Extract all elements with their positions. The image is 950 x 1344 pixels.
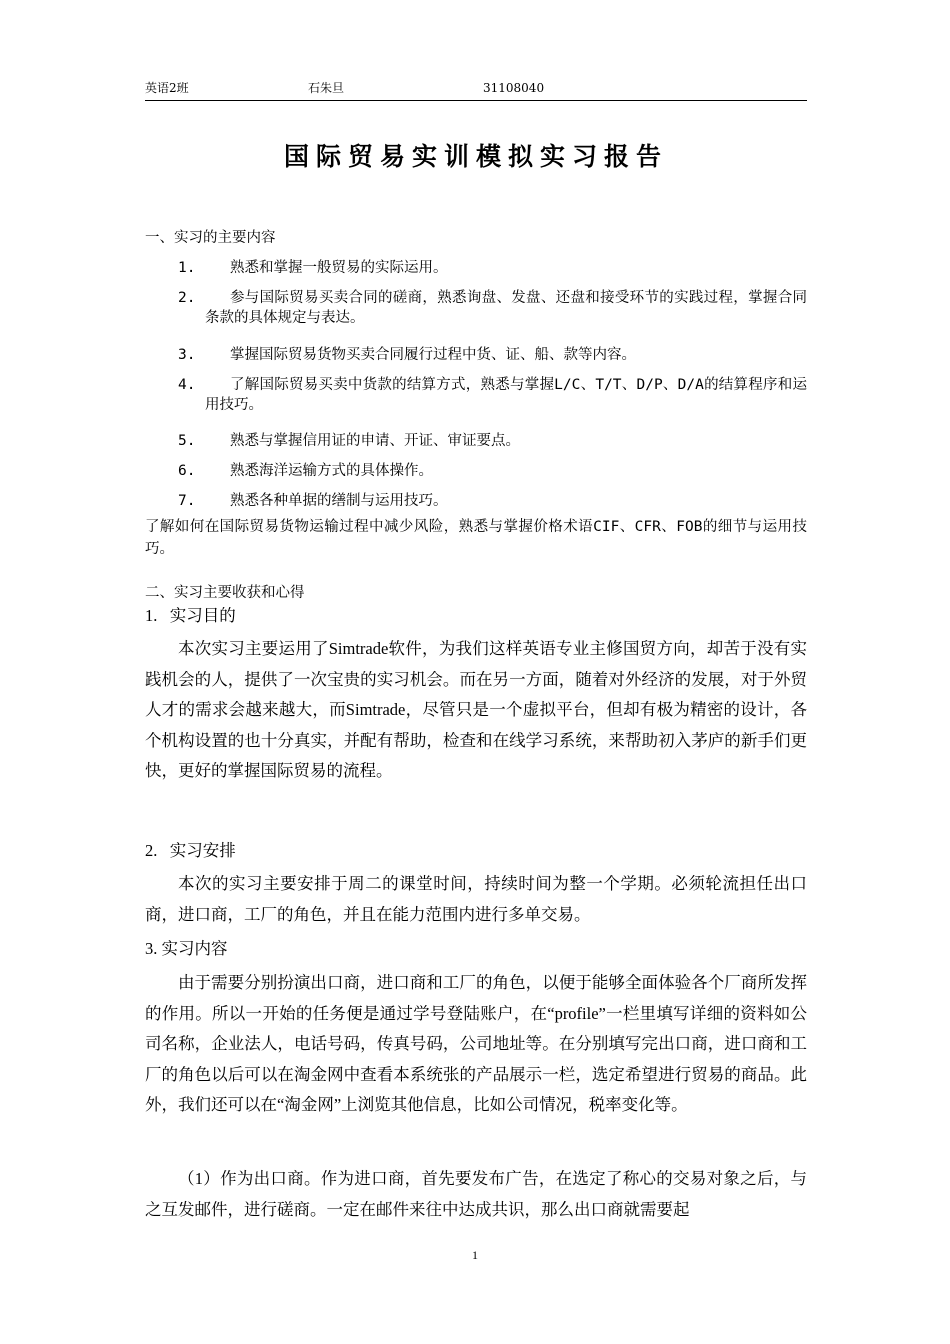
subsection-heading xyxy=(145,605,236,627)
list-item-number: 6. xyxy=(178,463,196,479)
page-number: 1 xyxy=(472,1248,478,1262)
section1-extra-text: 了解如何在国际贸易货物运输过程中减少风险，熟悉与掌握价格术语CIF、CFR、FOB的细节与运用技巧。 xyxy=(145,519,807,557)
list-item-number: 1. xyxy=(178,260,196,276)
subsection-number: 2. xyxy=(145,841,158,860)
paragraph-content: 由于需要分别扮演出口商，进口商和工厂的角色，以便于能够全面体验各个厂商所发挥的作用。所以一开始的任务便是通过学号登陆账户，在“profile”一栏里填写详细的资料如公司名称，企业法人，电话号码，传真号码，公司地址等。在分别填写完出口商，进口商和工厂的角色以后可以在淘金网中查看本系统张的产品展示一栏，选定希望进行贸易的商品。此外，我们还可以在“淘金网”上浏览其他信息，比如公司情况，税率变化等。 xyxy=(145,973,807,1114)
list-item-text: 熟悉各种单据的缮制与运用技巧。 xyxy=(230,493,448,509)
list-item-number: 4. xyxy=(178,377,196,393)
subsection-number: 3. xyxy=(145,939,158,958)
section1-heading: 一、实习的主要内容 xyxy=(145,230,276,246)
list-item-text: 了解国际贸易买卖中货款的结算方式，熟悉与掌握L/C、T/T、D/P、D/A的结算程序和运用技巧。 xyxy=(205,377,807,413)
header-class: 英语2班 xyxy=(145,81,189,95)
page-header xyxy=(145,80,807,101)
paragraph-arrangement: 本次的实习主要安排于周二的课堂时间，持续时间为整一个学期。必须轮流担任出口商，进口商，工厂的角色，并且在能力范围内进行多单交易。 xyxy=(145,874,807,924)
paragraph-exporter: （1）作为出口商。作为进口商，首先要发布广告，在选定了称心的交易对象之后，与之互发邮件，进行磋商。一定在邮件来往中达成共识，那么出口商就需要起 xyxy=(145,1169,807,1219)
list-item-number: 3. xyxy=(178,347,196,363)
list-item-text: 熟悉和掌握一般贸易的实际运用。 xyxy=(230,260,448,276)
section2-heading: 二、实习主要收获和心得 xyxy=(145,585,305,601)
paragraph-purpose: 本次实习主要运用了Simtrade软件，为我们这样英语专业主修国贸方向，却苦于没有实践机会的人，提供了一次宝贵的实习机会。而在另一方面，随着对外经济的发展，对于外贸人才的需求会越来越大，而Simtrade，尽管只是一个虚拟平台，但却有极为精密的设计，各个机构设置的也十分真实，并配有帮助，检查和在线学习系统，来帮助初入茅庐的新手们更快，更好的掌握国际贸易的流程。 xyxy=(145,639,807,780)
subsection-title: 实习内容 xyxy=(161,939,228,958)
header-name: 石朱旦 xyxy=(308,81,345,95)
list-item-text: 参与国际贸易买卖合同的磋商，熟悉询盘、发盘、还盘和接受环节的实践过程，掌握合同条款的具体规定与表达。 xyxy=(205,290,807,326)
report-title: 国际贸易实训模拟实习报告 xyxy=(283,142,668,171)
subsection-title: 实习安排 xyxy=(169,841,236,860)
list-item-text: 熟悉海洋运输方式的具体操作。 xyxy=(230,463,433,479)
list-item-number: 2. xyxy=(178,290,196,306)
subsection-title: 实习目的 xyxy=(169,606,236,625)
list-item-text: 熟悉与掌握信用证的申请、开证、审证要点。 xyxy=(230,433,520,449)
subsection-heading xyxy=(145,938,228,960)
header-student-id: 31108040 xyxy=(483,81,545,95)
subsection-number: 1. xyxy=(145,606,158,625)
list-item-text: 掌握国际贸易货物买卖合同履行过程中货、证、船、款等内容。 xyxy=(230,347,636,363)
subsection-heading xyxy=(145,840,236,862)
list-item-number: 5. xyxy=(178,433,196,449)
list-item-number: 7. xyxy=(178,493,196,509)
